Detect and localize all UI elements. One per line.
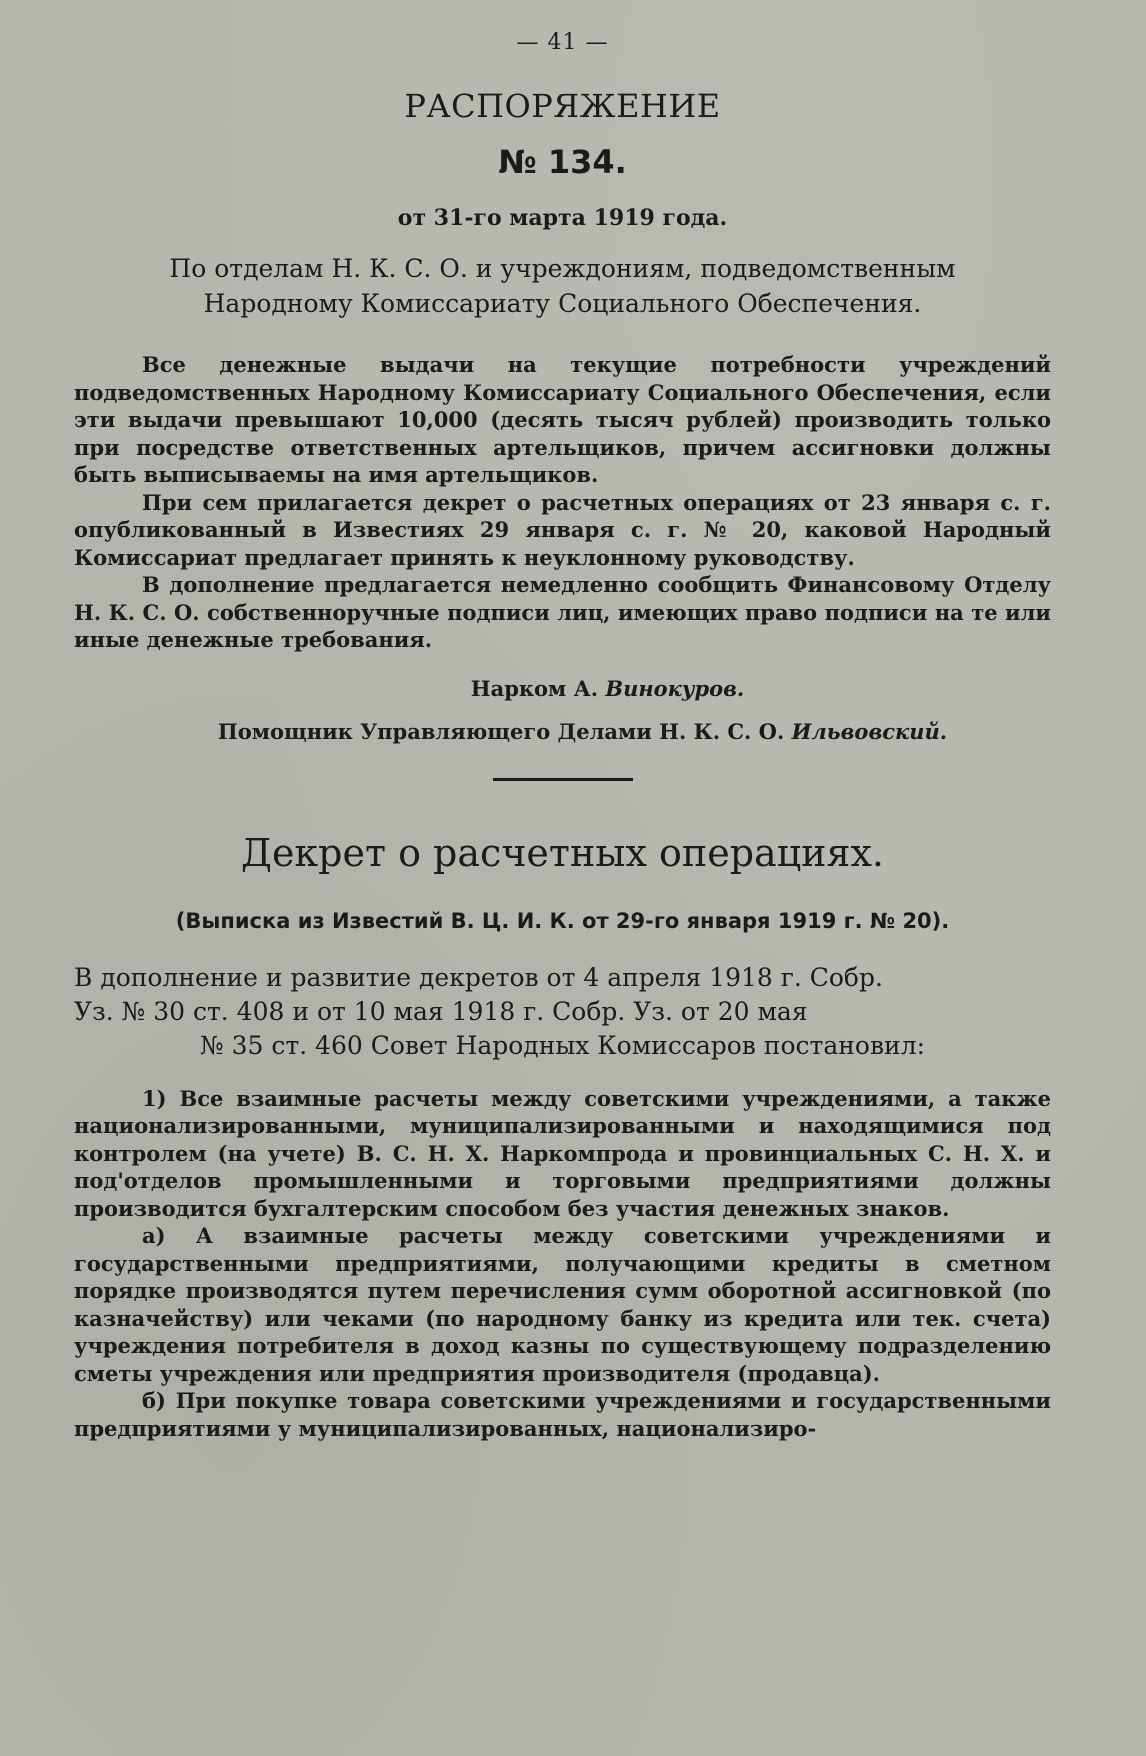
decree-paragraph: а) А взаимные расчеты между советскими учреждениями и государственными предприятиями, получающими кредиты в сметном порядке производятся путем перечисления сумм оборотной ассигновкой (по казначейству) или чеками (по народному банку из кредита или тек. счета) учреждения потребителя в доход казны по существующему подразделению сметы учреждения или предприятия производителя (продавца). [74,1223,1051,1386]
decree-preamble [74,961,1051,1063]
signature-label: Нарком А. [470,675,599,701]
addressee-line: По отделам Н. К. С. О. и учреждониям, подведомственным [169,254,956,283]
section-divider [493,778,633,781]
decree-body [74,1085,1051,1443]
signature-label: Помощник Управляющего Делами Н. К. С. О. [217,718,785,744]
order-addressee [74,251,1051,321]
addressee-line: Народному Комиссариату Социального Обеспечения. [203,289,922,318]
decree-subtitle: (Выписка из Известий В. Ц. И. К. от 29-го января 1919 г. № 20). [175,908,950,933]
preamble-line: В дополнение и развитие декретов от 4 апреля 1918 г. Собр. [74,962,883,992]
page-number: — 41 — [516,30,609,55]
decree-title: Декрет о расчетных операциях. [241,830,884,875]
order-paragraph: В дополнение предлагается немедленно сообщить Финансовому Отделу Н. К. С. О. собственноручные подписи лиц, имеющих право подписи на те или иные денежные требования. [74,572,1051,652]
signature-name: Ильвовский. [791,718,948,744]
signature-narkom [74,676,1051,701]
order-paragraph: Все денежные выдачи на текущие потребности учреждений подведомственных Народному Комиссариату Социального Обеспечения, если эти выдачи превышают 10,000 (десять тысяч рублей) производить только при посредстве ответственных артельщиков, причем ассигновки должны быть выписываемы на имя артельщиков. [74,352,1051,487]
decree-paragraph: 1) Все взаимные расчеты между советскими учреждениями, а также национализированными, муниципализированными и находящимися под контролем (на учете) В. С. Н. Х. Наркомпрода и провинциальных С. Н. Х. и под'отделов промышленными и торговыми предприятиями должны производится бухгалтерским способом без участия денежных знаков. [74,1085,1051,1221]
order-date: от 31-го марта 1919 года. [397,205,728,231]
preamble-line: Уз. № 30 ст. 408 и от 10 мая 1918 г. Собр. Уз. от 20 мая [74,996,808,1026]
preamble-line: № 35 ст. 460 Совет Народных Комиссаров постановил: [199,1030,926,1060]
signature-name: Винокуров. [605,675,745,701]
order-paragraph: При сем прилагается декрет о расчетных операциях от 23 января с. г. опубликованный в Известиях 29 января с. г. № 20, каковой Народный Комиссариат предлагает принять к неуклонному руководству. [74,489,1051,570]
decree-paragraph: б) При покупке товара советскими учреждениями и государственными предприятиями у муниципализированных, национализиро- [74,1388,1051,1441]
order-title: РАСПОРЯЖЕНИЕ [404,87,721,125]
signature-assistant [74,719,1051,744]
order-number: № 134. [498,143,627,181]
order-body [74,351,1051,654]
